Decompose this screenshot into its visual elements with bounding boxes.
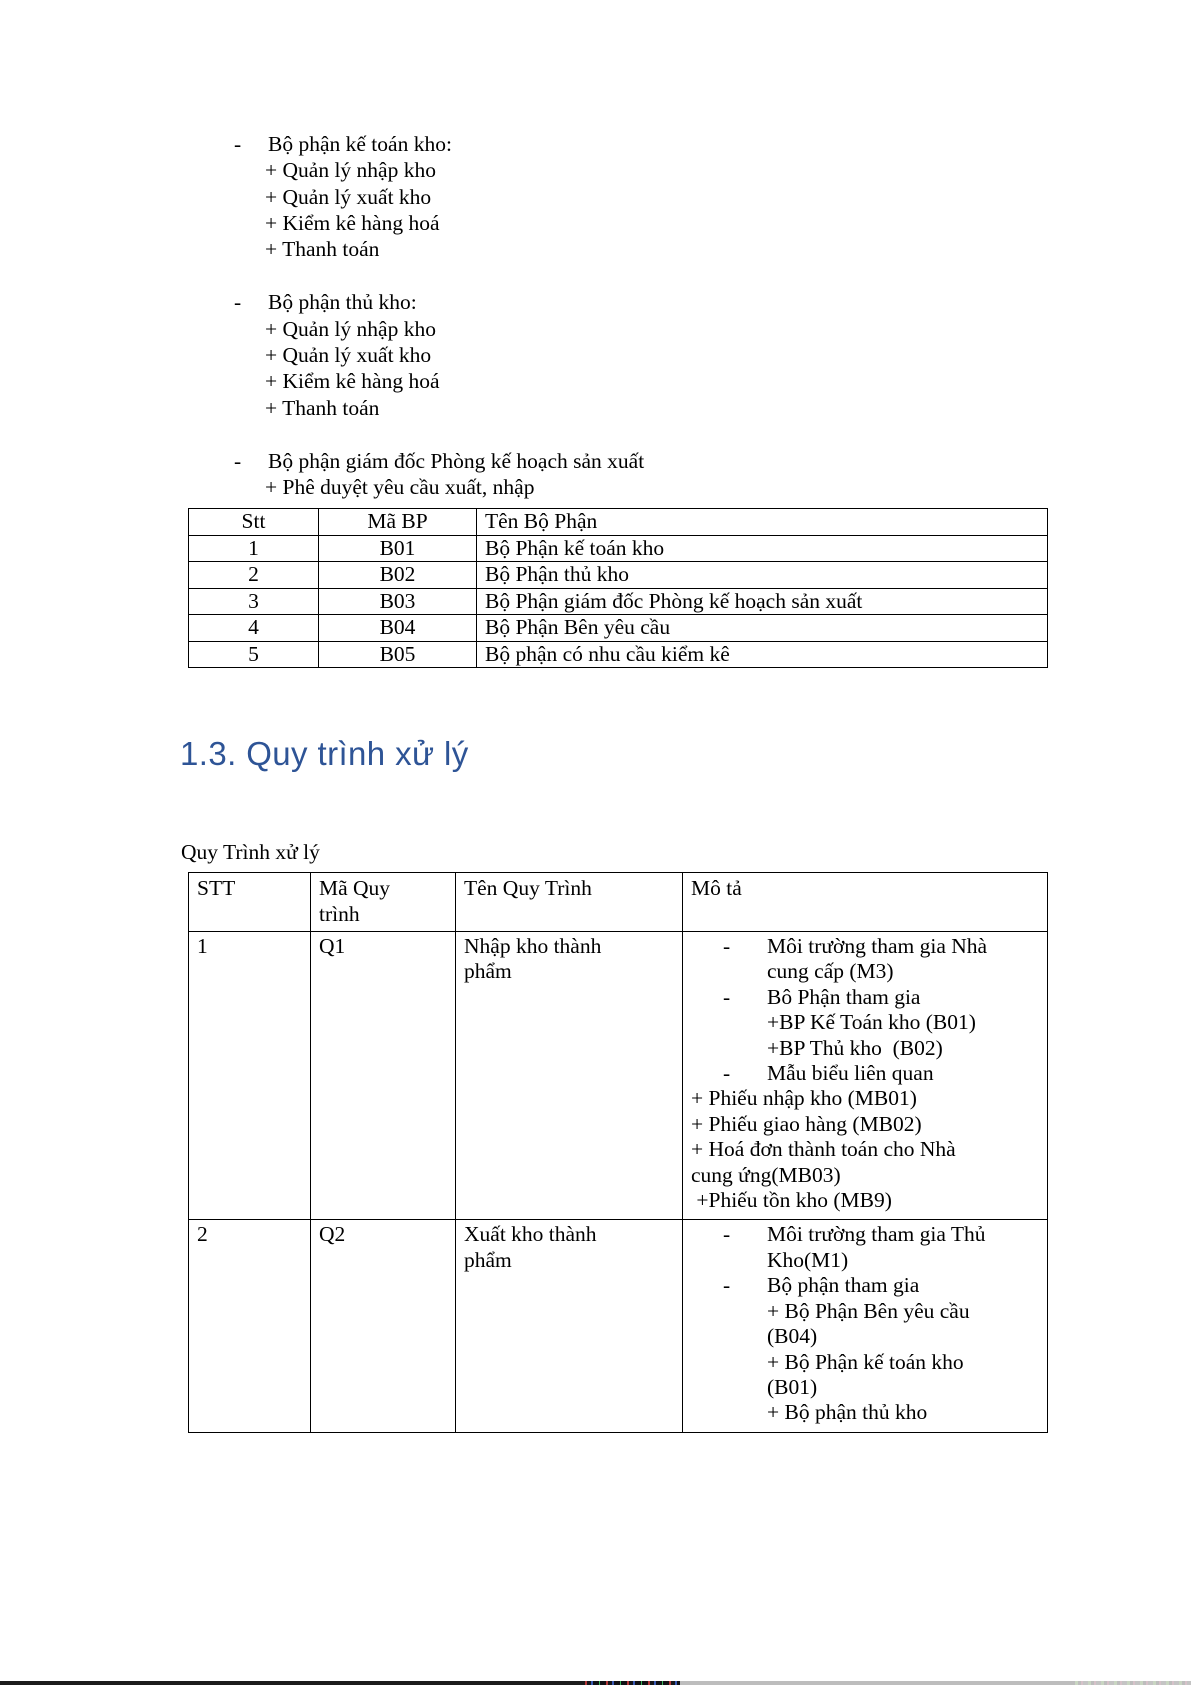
desc-line: + Phiếu giao hàng (MB02)	[691, 1111, 922, 1136]
dept-cell-code: B05	[319, 641, 477, 668]
bullet-sub-item: + Thanh toán	[265, 237, 380, 262]
desc-line: cung cấp (M3)	[767, 959, 894, 984]
desc-line: +BP Thủ kho (B02)	[767, 1035, 943, 1060]
desc-text: Môi trường tham gia Nhà	[767, 934, 988, 958]
dash-marker: -	[234, 448, 242, 473]
dash-marker: -	[723, 934, 731, 958]
dept-cell-name: Bộ Phận giám đốc Phòng kế hoạch sản xuất	[477, 588, 1048, 615]
header-line: trình	[319, 902, 360, 926]
name-line: Nhập kho thành	[464, 934, 602, 958]
bullet-sub-item: + Quản lý xuất kho	[265, 343, 432, 368]
dept-cell-name: Bộ Phận Bên yêu cầu	[477, 615, 1048, 642]
bullet-title-row	[180, 131, 644, 157]
bullet-sub-item: + Quản lý nhập kho	[265, 316, 436, 341]
dash-marker: -	[234, 290, 242, 315]
department-table	[188, 508, 1048, 668]
desc-line: Kho(M1)	[767, 1247, 849, 1272]
screen-bottom-strip	[0, 1681, 1191, 1685]
dash-marker: -	[723, 1273, 731, 1298]
header-line: Mã Quy	[319, 876, 391, 900]
dept-cell-name: Bộ Phận kế toán kho	[477, 535, 1048, 562]
dept-cell-code: B04	[319, 615, 477, 642]
table-row	[189, 562, 1048, 589]
desc-line: + Bộ Phận kế toán kho	[767, 1349, 964, 1374]
proc-cell-description	[683, 932, 1048, 1220]
dept-column-header: Stt	[189, 509, 319, 536]
dept-cell-name: Bộ phận có nhu cầu kiểm kê	[477, 641, 1048, 668]
table-row	[189, 641, 1048, 668]
desc-line-dash	[691, 1061, 1039, 1086]
bullet-sub-item: + Kiểm kê hàng hoá	[265, 210, 440, 235]
dash-marker: -	[723, 1061, 731, 1086]
proc-cell-description	[683, 1220, 1048, 1432]
taskbar-sliver-specks	[585, 1681, 680, 1685]
dash-marker: -	[723, 1222, 731, 1247]
dept-cell-stt: 4	[189, 615, 319, 642]
name-line: phẩm	[464, 959, 512, 984]
desc-text: Mẫu biểu liên quan	[767, 1061, 934, 1086]
proc-cell-name	[456, 932, 683, 1220]
proc-column-header	[456, 873, 683, 932]
desc-text: Bộ phận tham gia	[767, 1273, 920, 1298]
bullet-title: Bộ phận thủ kho:	[268, 290, 417, 315]
dept-column-header: Mã BP	[319, 509, 477, 536]
header-line: Tên Quy Trình	[464, 876, 592, 900]
desc-line-dash	[691, 934, 1039, 959]
table-row	[189, 535, 1048, 562]
dash-marker: -	[234, 132, 242, 156]
bullet-group	[180, 448, 644, 501]
desc-line: + Phiếu nhập kho (MB01)	[691, 1086, 917, 1111]
desc-line: + Bộ Phận Bên yêu cầu	[767, 1298, 970, 1323]
dept-cell-stt: 1	[189, 535, 319, 562]
desc-text: Môi trường tham gia Thủ	[767, 1222, 986, 1247]
bullet-title-row	[180, 448, 644, 474]
dept-cell-stt: 3	[189, 588, 319, 615]
dept-cell-stt: 5	[189, 641, 319, 668]
desc-line-dash	[691, 1222, 1039, 1247]
process-table	[188, 872, 1048, 1433]
dept-cell-stt: 2	[189, 562, 319, 589]
proc-column-header	[311, 873, 456, 932]
bullet-group	[180, 131, 644, 262]
bullet-sub-item: + Phê duyệt yêu cầu xuất, nhập	[265, 475, 535, 500]
desc-line: +BP Kế Toán kho (B01)	[767, 1010, 976, 1035]
header-line: STT	[197, 876, 236, 900]
proc-cell-stt: 1	[189, 932, 311, 1220]
desc-line-dash	[691, 1273, 1039, 1298]
name-line: phẩm	[464, 1247, 512, 1272]
desc-line: + Bộ phận thủ kho	[767, 1400, 928, 1425]
desc-line-dash	[691, 985, 1039, 1010]
desc-line: cung ứng(MB03)	[691, 1162, 841, 1187]
taskbar-sliver-dark	[0, 1681, 585, 1685]
proc-cell-name	[456, 1220, 683, 1432]
table-header-row	[189, 873, 1048, 932]
bullet-sub-item: + Thanh toán	[265, 395, 380, 420]
dash-marker: -	[723, 984, 731, 1009]
section-subtext: Quy Trình xử lý	[181, 840, 320, 864]
dept-cell-code: B01	[319, 535, 477, 562]
proc-column-header	[683, 873, 1048, 932]
table-row	[189, 615, 1048, 642]
bullet-sub-item: + Quản lý nhập kho	[265, 158, 436, 183]
table-row	[189, 1220, 1048, 1432]
bullet-group	[180, 289, 644, 420]
department-bullet-lists	[180, 131, 644, 528]
taskbar-sliver-light-specks	[1075, 1681, 1191, 1685]
dept-cell-code: B02	[319, 562, 477, 589]
desc-line: (B04)	[767, 1324, 818, 1349]
header-line: Mô tả	[691, 876, 742, 900]
desc-line: (B01)	[767, 1374, 818, 1399]
desc-line: +Phiếu tồn kho (MB9)	[691, 1188, 892, 1213]
proc-cell-stt: 2	[189, 1220, 311, 1432]
dept-cell-code: B03	[319, 588, 477, 615]
desc-text: Bô Phận tham gia	[767, 984, 921, 1009]
section-heading: 1.3. Quy trình xử lý	[180, 735, 469, 772]
proc-cell-code: Q1	[311, 932, 456, 1220]
table-row	[189, 932, 1048, 1220]
proc-cell-code: Q2	[311, 1220, 456, 1432]
table-header-row	[189, 509, 1048, 536]
name-line: Xuất kho thành	[464, 1222, 597, 1247]
bullet-title-row	[180, 289, 644, 315]
bullet-title: Bộ phận giám đốc Phòng kế hoạch sản xuất	[268, 448, 645, 473]
bullet-sub-item: + Quản lý xuất kho	[265, 184, 432, 209]
dept-column-header: Tên Bộ Phận	[477, 509, 1048, 536]
proc-column-header	[189, 873, 311, 932]
desc-line: + Hoá đơn thành toán cho Nhà	[691, 1137, 956, 1162]
bullet-title: Bộ phận kế toán kho:	[268, 132, 452, 156]
table-row	[189, 588, 1048, 615]
dept-cell-name: Bộ Phận thủ kho	[477, 562, 1048, 589]
bullet-sub-item: + Kiểm kê hàng hoá	[265, 369, 440, 394]
